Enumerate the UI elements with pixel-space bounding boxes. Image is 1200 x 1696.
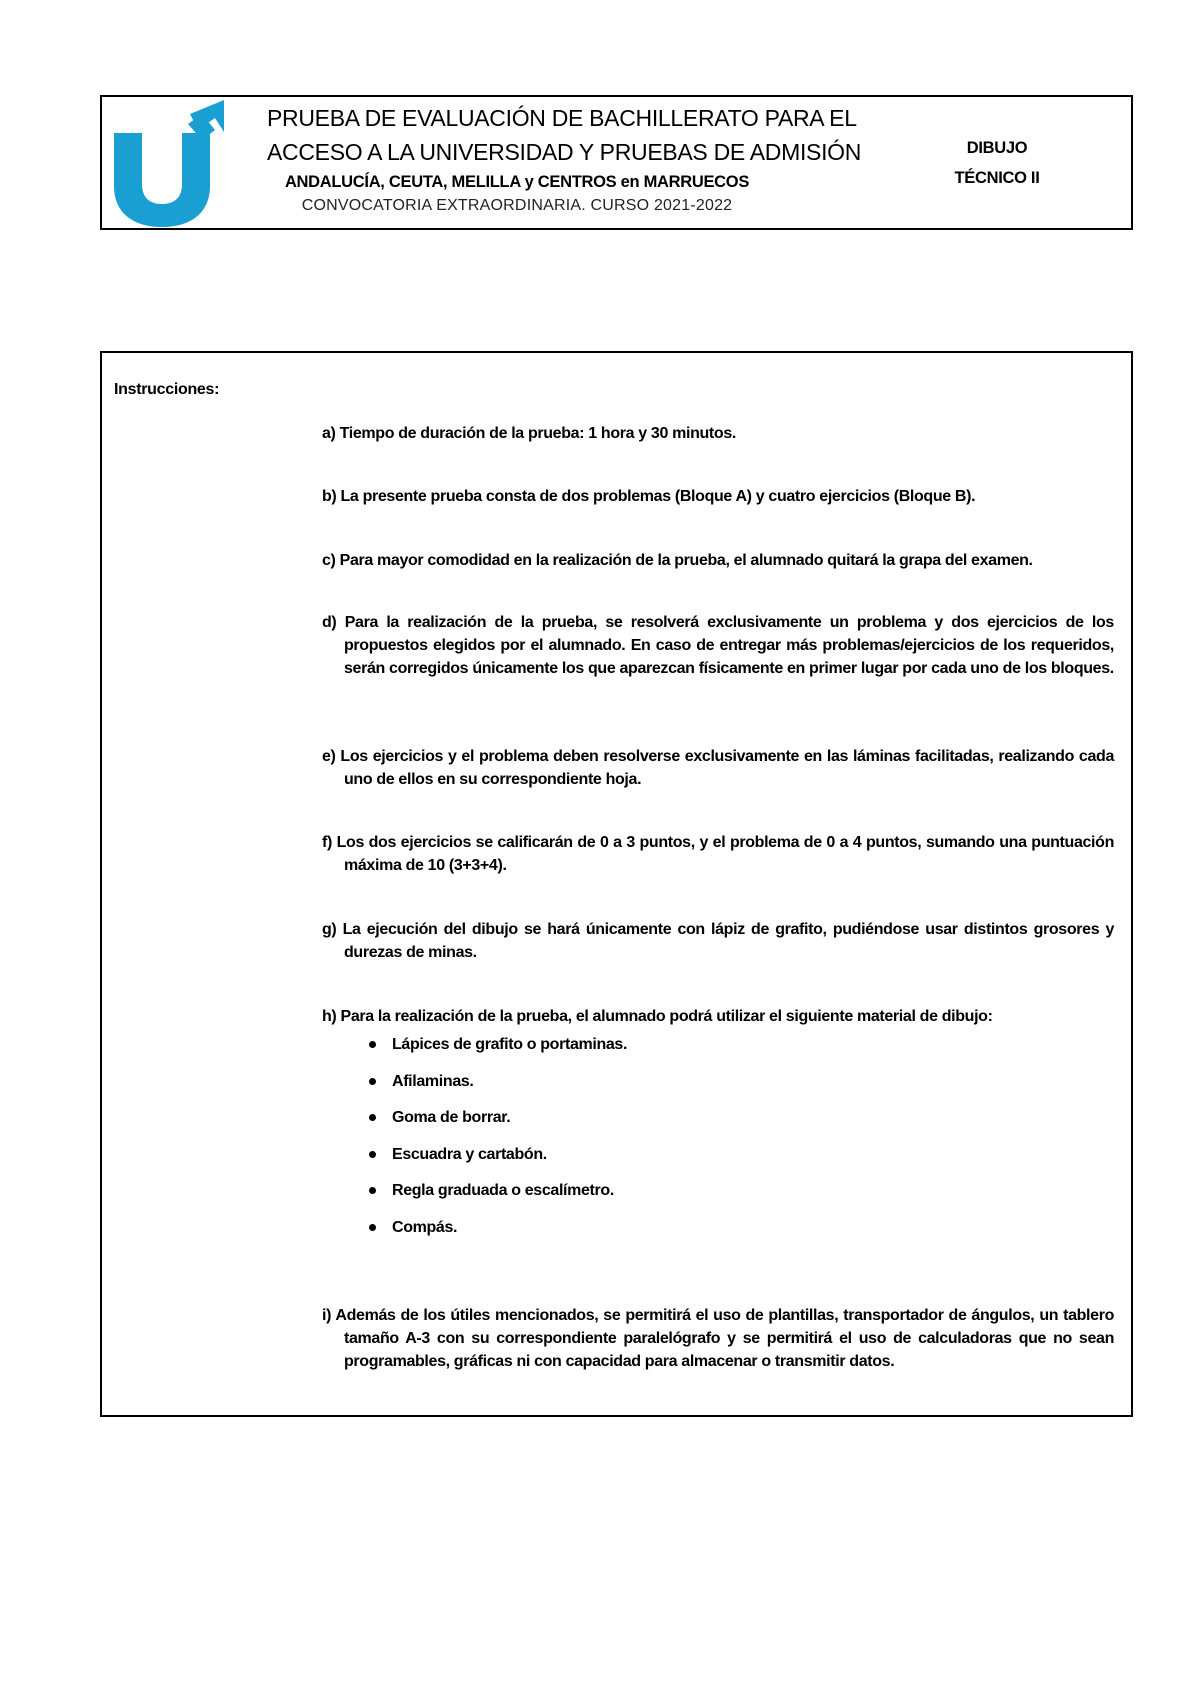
subject-name (942, 133, 1052, 193)
instructions-box (100, 351, 1133, 1417)
subject-line-1: DIBUJO (966, 139, 1028, 157)
instruction-item-c: c) Para mayor comodidad en la realización de la prueba, el alumnado quitará la grapa del examen. (322, 552, 1033, 569)
instruction-item-h: h) Para la realización de la prueba, el alumnado podrá utilizar el siguiente material de dibujo: (322, 1008, 993, 1025)
list-item (366, 1143, 627, 1180)
convocatoria-line: CONVOCATORIA EXTRAORDINARIA. CURSO 2021-2022 (301, 197, 733, 214)
subject-line-2: TÉCNICO II (954, 169, 1040, 187)
material-label: Escuadra y cartabón. (392, 1145, 547, 1163)
instruction-item-e: e) Los ejercicios y el problema deben resolverse exclusivamente en las láminas facilitadas, realizando cada uno de ellos en su correspondiente hoja. (322, 748, 1114, 788)
bullet-icon (369, 1114, 376, 1121)
bullet-icon (369, 1151, 376, 1158)
material-label: Compás. (392, 1218, 458, 1236)
list-item (366, 1179, 627, 1216)
exam-title-line-2: ACCESO A LA UNIVERSIDAD Y PRUEBAS DE ADMISIÓN (267, 139, 862, 165)
bullet-icon (369, 1187, 376, 1194)
instruction-item-a: a) Tiempo de duración de la prueba: 1 hora y 30 minutos. (322, 425, 736, 442)
instructions-heading: Instrucciones: (114, 381, 220, 398)
instruction-item-d: d) Para la realización de la prueba, se resolverá exclusivamente un problema y dos ejercicios de los propuestos elegidos por el alumnado. En caso de entregar más problemas/ejercicios de los requeridos, serán corregidos únicamente los que aparezcan físicamente en primer lugar por cada uno de los bloques. (322, 614, 1114, 677)
list-item (366, 1033, 627, 1070)
list-item (366, 1106, 627, 1143)
region-line: ANDALUCÍA, CEUTA, MELILLA y CENTROS en MARRUECOS (284, 173, 750, 191)
exam-header (100, 95, 1133, 230)
pevau-logo-icon (112, 100, 224, 227)
instruction-item-f: f) Los dos ejercicios se calificarán de 0 a 3 puntos, y el problema de 0 a 4 puntos, sumando una puntuación máxima de 10 (3+3+4). (322, 834, 1114, 874)
header-titles (267, 101, 862, 217)
bullet-icon (369, 1224, 376, 1231)
bullet-icon (369, 1041, 376, 1048)
material-label: Goma de borrar. (392, 1109, 511, 1126)
instruction-item-g: g) La ejecución del dibujo se hará únicamente con lápiz de grafito, pudiéndose usar distintos grosores y durezas de minas. (322, 921, 1114, 961)
instruction-item-b: b) La presente prueba consta de dos problemas (Bloque A) y cuatro ejercicios (Bloque B). (322, 488, 976, 505)
list-item (366, 1070, 627, 1107)
instruction-item-i: i) Además de los útiles mencionados, se permitirá el uso de plantillas, transportador de ángulos, un tablero tamaño A-3 con su correspondiente paralelógrafo y se permitirá el uso de calculadoras que no sean programables, gráficas ni con capacidad para almacenar o transmitir datos. (322, 1307, 1114, 1370)
material-label: Regla graduada o escalímetro. (392, 1182, 614, 1199)
exam-title-line-1: PRUEBA DE EVALUACIÓN DE BACHILLERATO PARA EL (267, 105, 857, 131)
material-label: Lápices de grafito o portaminas. (392, 1036, 628, 1053)
materials-list (366, 1033, 627, 1252)
list-item (366, 1216, 627, 1253)
material-label: Afilaminas. (392, 1072, 474, 1090)
bullet-icon (369, 1078, 376, 1085)
